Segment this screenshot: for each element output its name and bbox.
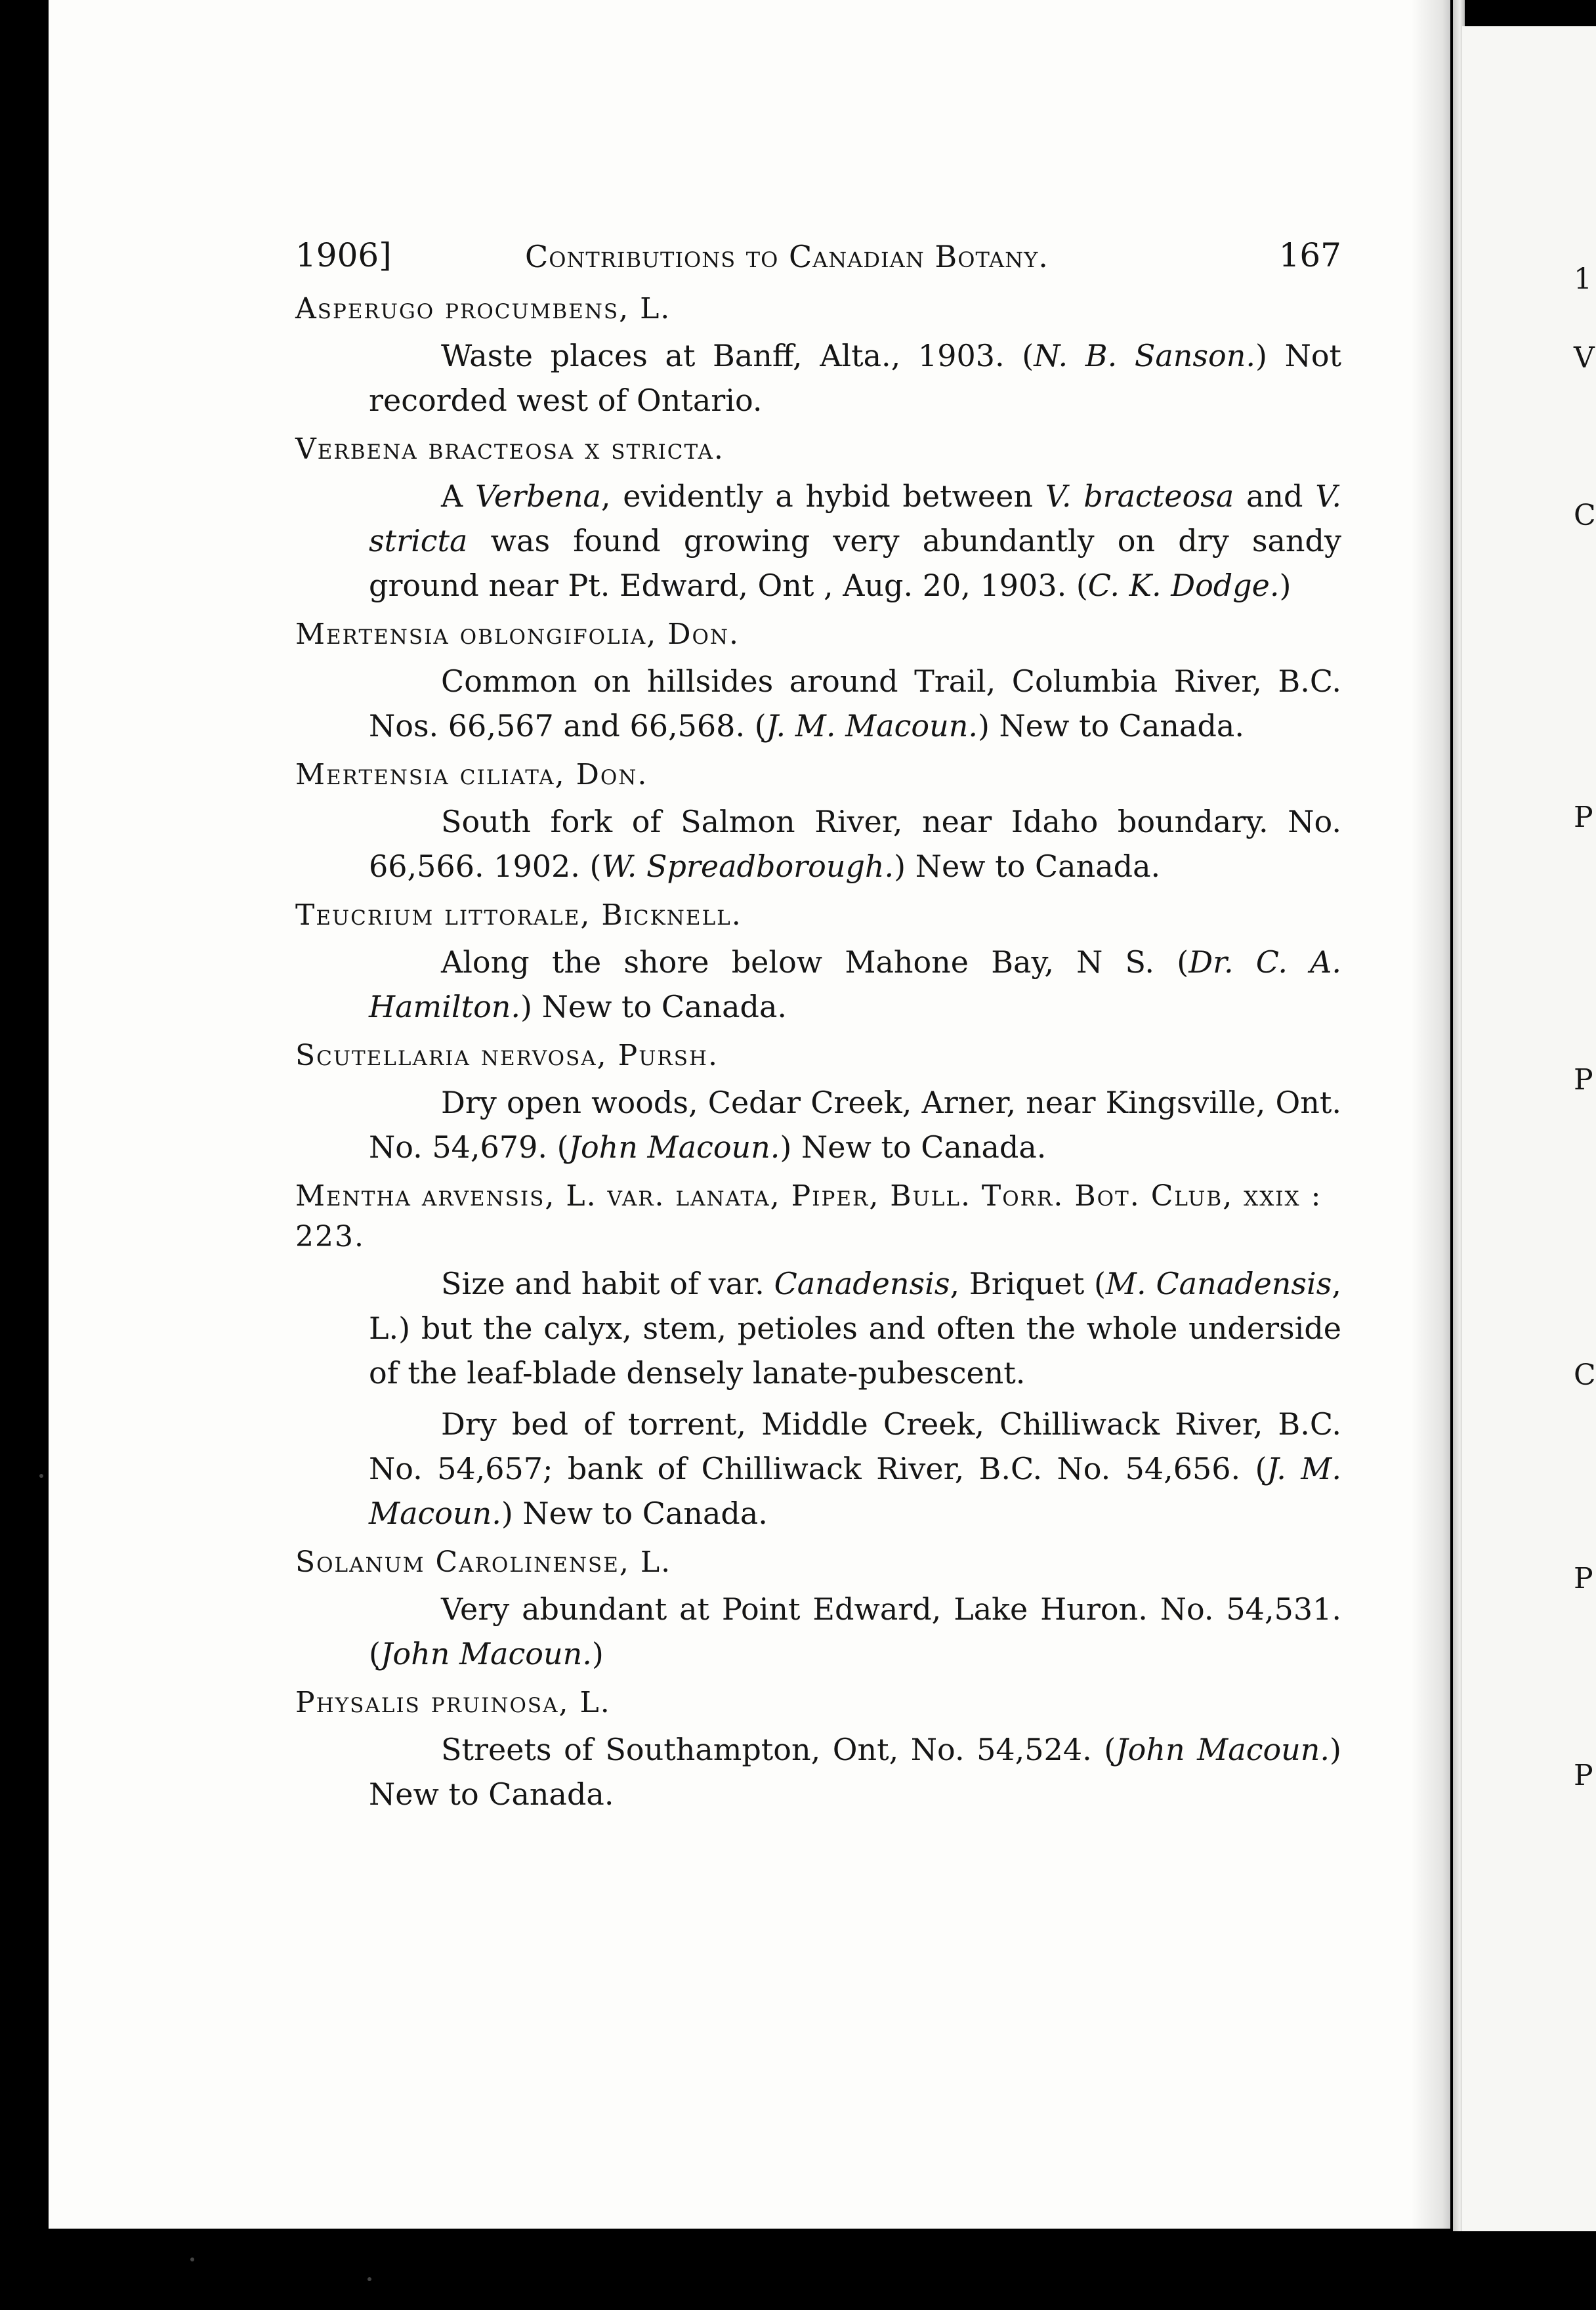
species-description — [369, 659, 1341, 748]
text-segment: was found growing very abundantly on dry sandy ground near Pt. Edward, Ont , Aug. 20, 1903. ( — [369, 523, 1341, 603]
scan-speck — [39, 1474, 43, 1478]
text-segment: South fork of Salmon River, near Idaho boundary. No. 66,566. 1902. ( — [369, 804, 1341, 884]
text-segment: Streets of Southampton, Ont, No. 54,524. ( — [441, 1732, 1116, 1767]
species-entry — [295, 755, 1341, 889]
species-description — [369, 1587, 1341, 1676]
text-segment: ) New to Canada. — [501, 1496, 768, 1531]
species-name: Solanum Carolinense, L. — [295, 1545, 672, 1579]
italic-text: C. K. Dodge. — [1087, 568, 1280, 603]
species-description — [369, 333, 1341, 423]
text-segment: , L.) but the calyx, stem, petioles and often the whole underside of the leaf-blade densely lanate-pubescent. — [369, 1266, 1341, 1391]
species-name: Mentha arvensis, L. var. lanata, Piper, Bull. Torr. Bot. Club, xxix : 223. — [295, 1179, 1322, 1253]
text-segment: , evidently a hybid between — [600, 478, 1045, 514]
text-segment: ) — [591, 1636, 604, 1671]
species-entry — [295, 429, 1341, 608]
text-segment: ) New to Canada. — [369, 1732, 1341, 1812]
species-entry — [295, 1683, 1341, 1816]
text-segment: A — [441, 478, 475, 514]
species-name: Mertensia ciliata, Don. — [295, 758, 648, 791]
species-entry — [295, 614, 1341, 748]
scan-speck — [190, 2258, 194, 2261]
text-segment: ) New to Canada. — [520, 989, 788, 1024]
next-page-letter: P — [1574, 1063, 1593, 1097]
italic-text: J. M. Macoun. — [369, 1451, 1341, 1531]
species-entries — [295, 289, 1341, 1816]
italic-text: Dr. C. A. Hamilton. — [369, 944, 1342, 1024]
next-page-letter: P — [1574, 1562, 1593, 1595]
next-page-letter: P — [1574, 801, 1593, 834]
next-page-letter: 1 — [1574, 262, 1592, 296]
species-description — [369, 1727, 1341, 1816]
next-page-letter: P — [1574, 1759, 1593, 1792]
text-segment: Common on hillsides around Trail, Columbia River, B.C. Nos. 66,567 and 66,568. ( — [369, 663, 1341, 744]
species-entry — [295, 1542, 1341, 1676]
italic-text: John Macoun. — [1116, 1732, 1330, 1767]
species-name: Physalis pruinosa, L. — [295, 1686, 611, 1719]
text-segment: Size and habit of var. — [441, 1266, 774, 1301]
running-head-year: 1906] — [295, 236, 392, 274]
text-segment: Very abundant at Point Edward, Lake Huron. No. 54,531. ( — [369, 1591, 1341, 1671]
species-entry — [295, 895, 1341, 1029]
species-entry — [295, 1036, 1341, 1169]
species-name: Verbena bracteosa x stricta. — [295, 432, 724, 466]
next-page-edge — [1462, 26, 1596, 2231]
italic-text: Canadensis — [774, 1266, 950, 1301]
next-page-letter: V — [1574, 341, 1595, 375]
species-name: Mertensia oblongifolia, Don. — [295, 618, 740, 651]
page-number: 167 — [1278, 236, 1341, 274]
running-head — [295, 236, 1341, 289]
text-segment: Dry bed of torrent, Middle Creek, Chilliwack River, B.C. No. 54,657; bank of Chilliwack River, B.C. No. 54,656. ( — [369, 1406, 1341, 1486]
italic-text: V. bracteosa — [1045, 478, 1234, 514]
italic-text: M. Canadensis — [1105, 1266, 1332, 1301]
species-description — [369, 799, 1341, 889]
text-segment: ) New to Canada. — [894, 849, 1161, 884]
text-segment: ) Not recorded west of Ontario. — [369, 338, 1342, 418]
species-name: Scutellaria nervosa, Pursh. — [295, 1039, 719, 1072]
text-block — [295, 236, 1341, 1823]
text-segment: ) New to Canada. — [977, 708, 1244, 744]
text-segment: ) — [1279, 568, 1292, 603]
italic-text: V. stricta — [369, 478, 1341, 558]
italic-text: J. M. Macoun. — [766, 708, 978, 744]
italic-text: N. B. Sanson. — [1034, 338, 1255, 373]
next-page-letter: C — [1574, 499, 1596, 532]
text-segment: Dry open woods, Cedar Creek, Arner, near Kingsville, Ont. No. 54,679. ( — [369, 1085, 1341, 1165]
species-entry — [295, 1176, 1341, 1536]
text-segment: Along the shore below Mahone Bay, N S. ( — [441, 944, 1189, 980]
italic-text: John Macoun. — [380, 1636, 592, 1671]
species-description — [369, 474, 1341, 608]
running-head-title: Contributions to Canadian Botany. — [525, 239, 1049, 274]
species-description — [369, 1402, 1341, 1536]
text-segment: Waste places at Banff, Alta., 1903. ( — [441, 338, 1034, 373]
species-description — [369, 940, 1341, 1029]
text-segment: , Briquet ( — [950, 1266, 1106, 1301]
italic-text: W. Spreadborough. — [601, 849, 894, 884]
species-description — [369, 1080, 1341, 1169]
italic-text: John Macoun. — [568, 1129, 780, 1165]
species-name: Asperugo procumbens, L. — [295, 292, 671, 326]
italic-text: Verbena — [474, 478, 601, 514]
scan-speck — [368, 2277, 371, 2281]
text-segment: and — [1234, 478, 1316, 514]
text-segment: ) New to Canada. — [780, 1129, 1047, 1165]
next-page-letter: C — [1574, 1358, 1596, 1392]
species-entry — [295, 289, 1341, 423]
species-description — [369, 1261, 1341, 1395]
species-name: Teucrium littorale, Bicknell. — [295, 898, 742, 932]
